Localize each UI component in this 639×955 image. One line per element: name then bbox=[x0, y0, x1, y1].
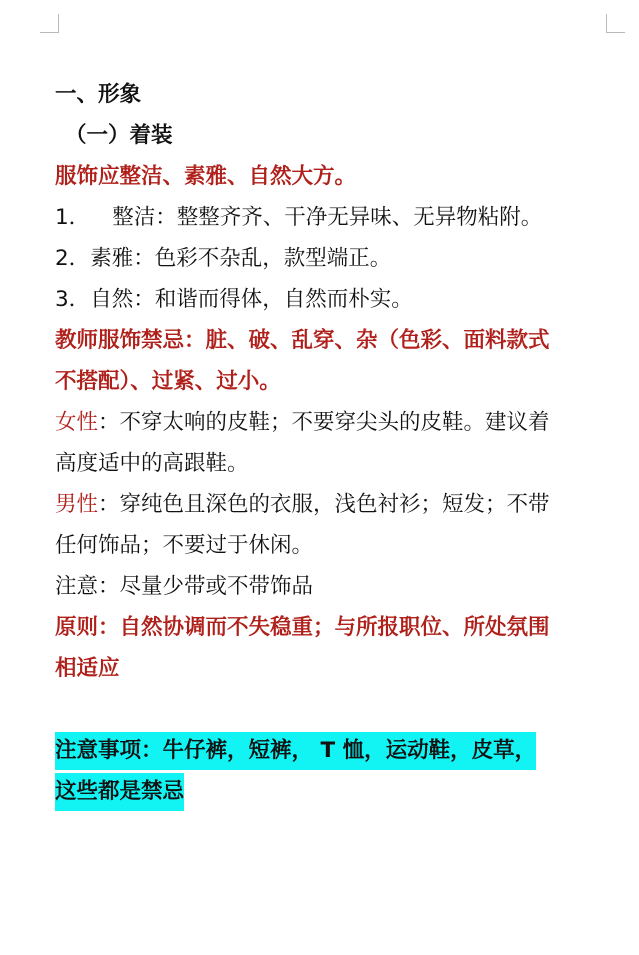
list-text: 整洁：整整齐齐、干净无异味、无异物粘附。 bbox=[112, 205, 543, 230]
document-body bbox=[55, 74, 615, 812]
female-text: ：不穿太响的皮鞋；不要穿尖头的皮鞋。建议着 bbox=[98, 410, 550, 435]
list-item bbox=[55, 197, 615, 238]
female-guideline bbox=[55, 402, 615, 443]
taboo-line-1: 教师服饰禁忌：脏、破、乱穿、杂（色彩、面料款式 bbox=[55, 328, 550, 353]
male-guideline bbox=[55, 484, 615, 525]
list-text: 素雅：色彩不杂乱，款型端正。 bbox=[90, 246, 392, 271]
highlight-row-1 bbox=[55, 730, 615, 768]
male-label: 男性 bbox=[55, 492, 99, 517]
principle-line-2: 相适应 bbox=[55, 656, 120, 681]
female-label: 女性 bbox=[55, 410, 99, 435]
principle-line-1: 原则：自然协调而不失稳重；与所报职位、所处氛围 bbox=[55, 615, 550, 640]
female-guideline-cont: 高度适中的高跟鞋。 bbox=[55, 451, 249, 476]
dress-requirement: 服饰应整洁、素雅、自然大方。 bbox=[55, 164, 357, 189]
highlight-row-2 bbox=[55, 771, 615, 809]
taboo-line-2: 不搭配）、过紧、过小。 bbox=[55, 369, 281, 394]
list-item bbox=[55, 238, 615, 279]
list-text: 自然：和谐而得体，自然而朴实。 bbox=[90, 287, 413, 312]
section-heading: 一、形象 bbox=[55, 82, 142, 107]
subsection-heading: （一）着装 bbox=[65, 123, 173, 148]
page-corner-mark-left bbox=[40, 14, 59, 33]
list-item bbox=[55, 279, 615, 320]
blank-line bbox=[55, 689, 615, 730]
male-guideline-cont: 任何饰品；不要过于休闲。 bbox=[55, 533, 314, 558]
list-number: 2． bbox=[55, 246, 91, 271]
highlighted-note-1: 注意事项：牛仔裤，短裤， T 恤，运动鞋，皮草， bbox=[55, 732, 536, 770]
page-corner-mark-right bbox=[606, 14, 625, 33]
highlighted-note-2: 这些都是禁忌 bbox=[55, 773, 184, 811]
list-number: 3． bbox=[55, 287, 91, 312]
list-number: 1． bbox=[55, 205, 91, 230]
male-text: ：穿纯色且深色的衣服，浅色衬衫；短发；不带 bbox=[98, 492, 550, 517]
note-line: 注意：尽量少带或不带饰品 bbox=[55, 574, 314, 599]
